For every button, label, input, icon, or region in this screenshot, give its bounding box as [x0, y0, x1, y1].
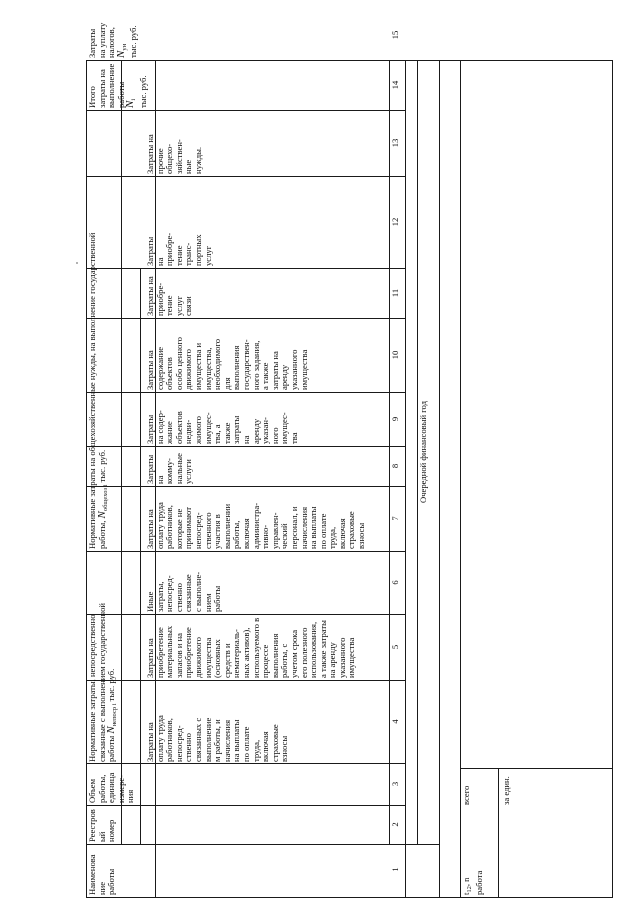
col-number-14: 14 [390, 80, 400, 90]
col-number-3: 3 [390, 781, 400, 787]
header-direct-costs-group: Нормативные затраты, непосредственно связанные с выполнением государственной работы $N_{непоср i}$ тыс. руб. [87, 603, 119, 762]
header-volume-unit: Объем работы, единица измере- ния [87, 772, 136, 803]
header-movable-property: Затраты на содержание объектов особо ценного движимого имущества и имущества, необходимого для выполнения государствен- ного задания, а также затраты на аренду указанного имущества [145, 337, 309, 390]
col-number-10: 10 [390, 350, 400, 360]
header-registry-number: Реестров ый номер [87, 809, 117, 842]
fiscal-year-label: Очередной финансовый год [418, 401, 428, 503]
col-number-9: 9 [390, 416, 400, 422]
col-number-8: 8 [390, 463, 400, 469]
col-number-6: 6 [390, 580, 400, 585]
row-label-per-unit: за един. [501, 776, 511, 805]
col-number-15: 15 [390, 30, 400, 40]
col-number-5: 5 [390, 644, 400, 650]
header-direct-other: Иные затраты, непосред- ственно связанные с выполне- нием работы [145, 571, 223, 612]
header-communications: Затраты на приобре- тение услуг связи [145, 276, 194, 316]
header-direct-labor: Затраты на оплату труда работников, непосред- ственно связанных с выполнение м работы, и начисления на выплаты по оплате труда, включая страховые взносы [145, 715, 290, 762]
header-real-estate: Затраты на содер- жание объектов недви- жимого имущес- тва, а также затраты на аренду указан- ного имущес- тва [145, 410, 299, 444]
col-number-11: 11 [390, 288, 400, 298]
header-work-name: Наименова ние работы [87, 854, 117, 895]
header-direct-materials: Затраты на приобретение материальных запасов и на приобретение движимого имущества (основных средств и нематериаль- ных активов), используемого в процессе выполнения работы, с учетом срока его полезного использования, а также затраты на аренду указанного имущества [145, 617, 357, 678]
header-total-costs: Итого затраты на выполнение работы $N_i$ тыс. руб. [87, 63, 148, 108]
col-number-4: 4 [390, 719, 400, 724]
scan-speck [76, 262, 78, 264]
row-label-work: $t_{12}$, n работа [461, 870, 484, 895]
col-number-2: 2 [390, 822, 400, 827]
header-general-costs-group: Нормативные затраты на общехозяйственные нужды, на выполнение государственной работы, $N_{общехоз i}$ тыс. руб. [87, 232, 109, 549]
col-number-12: 12 [390, 217, 400, 227]
col-number-13: 13 [390, 138, 400, 148]
header-taxes: Затраты на уплату налогов, $N_{ун}$ тыс. руб. [87, 22, 139, 58]
row-label-total: всего [461, 785, 471, 805]
col-number-1: 1 [390, 867, 400, 872]
header-transport: Затраты на приобре- тение транс- портных услуг [145, 232, 213, 266]
col-number-7: 7 [390, 516, 400, 521]
header-utilities: Затраты на комму- нальные услуги [145, 453, 194, 484]
header-other-general: Затраты на прочие общехо- зяйствен- ные нужды. [145, 134, 203, 174]
header-admin-labor: Затраты на оплату труда работников, которые не принимают непосред- ственного участия в выполнении работы, включая администра- тивно- управлен- ческий персонал, и начисления на выплаты по оплате труда, включая страховые взносы [145, 502, 367, 549]
